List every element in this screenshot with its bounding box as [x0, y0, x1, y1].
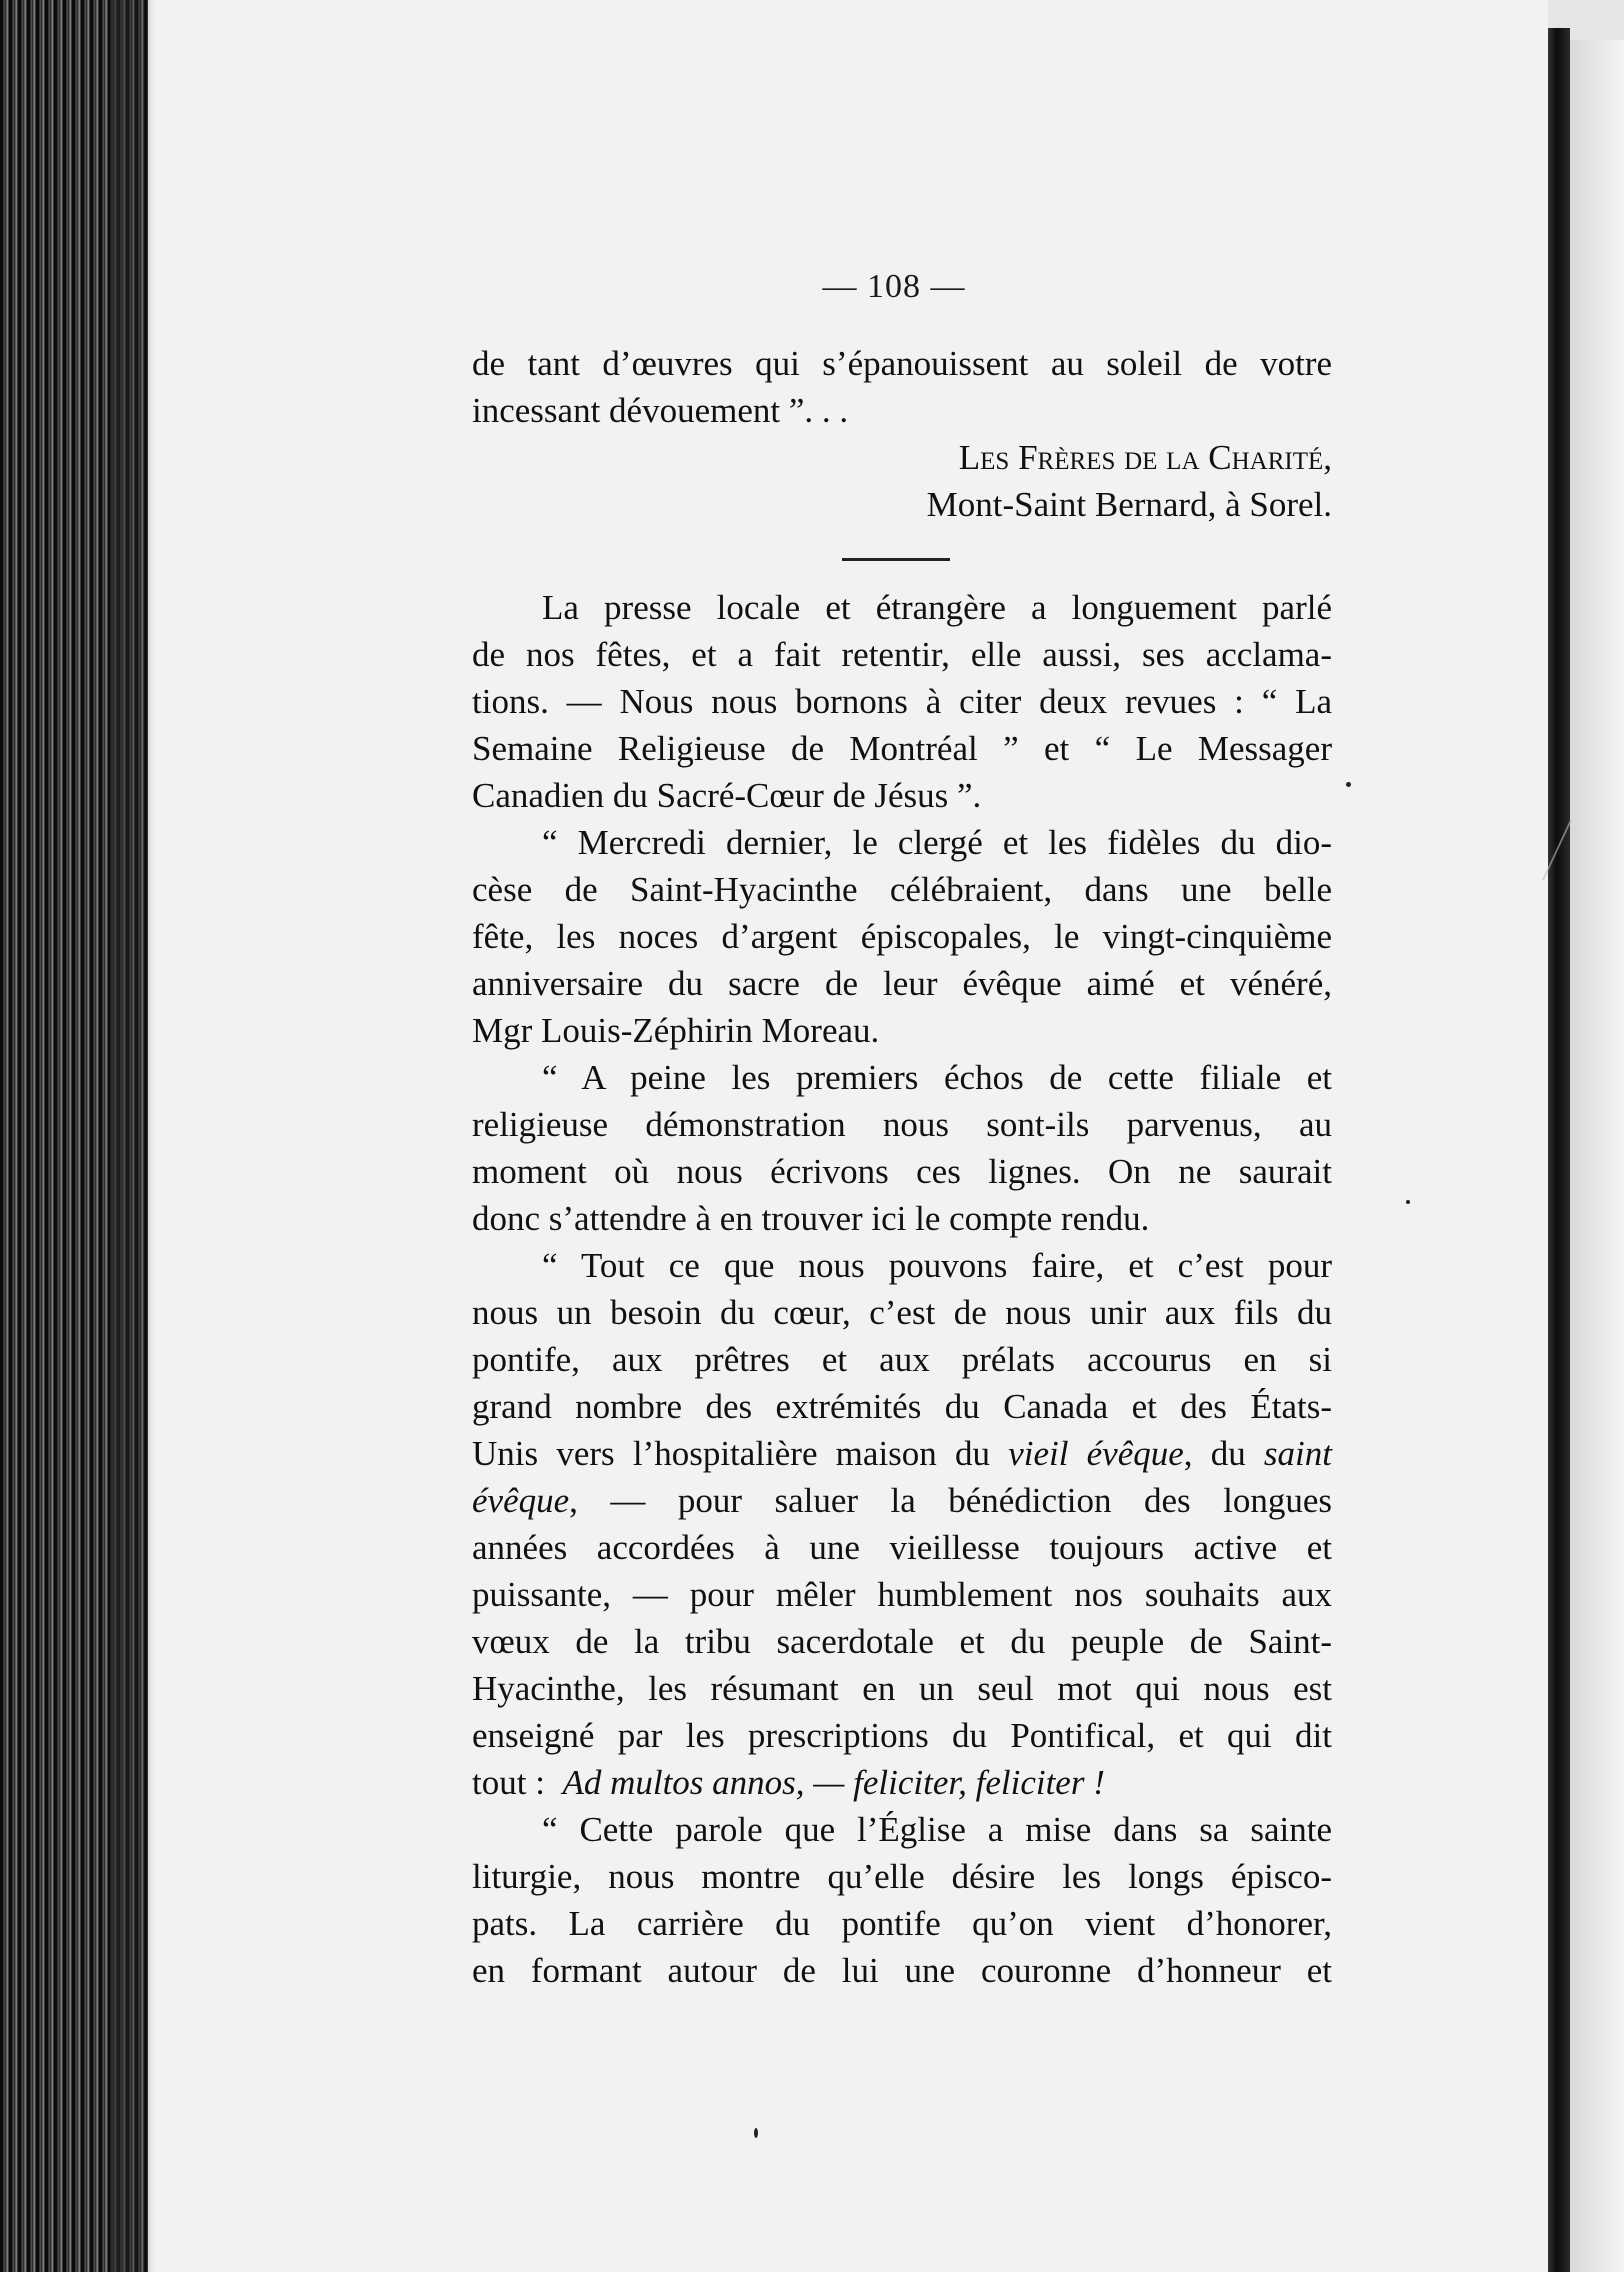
text-line: grand nombre des extrémités du Canada et des États- — [472, 1387, 1332, 1426]
signature-line — [472, 434, 1332, 481]
text-line: “ Tout ce que nous pouvons faire, et c’est pour — [542, 1246, 1332, 1285]
text-line-mixed — [472, 1430, 1332, 1477]
text-line: en formant autour de lui une couronne d’honneur et — [472, 1951, 1332, 1990]
ink-speck — [1346, 782, 1351, 787]
text-line: puissante, — pour mêler humblement nos souhaits aux — [472, 1575, 1332, 1614]
text-line-mixed — [472, 1477, 1332, 1524]
text-line: années accordées à une vieillesse toujours active et — [472, 1528, 1332, 1567]
text-line: donc s’attendre à en trouver ici le compte rendu. — [472, 1199, 1150, 1238]
page-body — [472, 340, 1332, 1994]
section-divider — [842, 558, 950, 561]
text-segment: , du — [1183, 1434, 1246, 1473]
signature-name: Les Frères de la Charité, — [958, 438, 1332, 477]
page-number: — 108 — — [822, 268, 966, 305]
text-line: liturgie, nous montre qu’elle désire les longs épisco- — [472, 1857, 1332, 1896]
text-line: cèse de Saint-Hyacinthe célébraient, dans une belle — [472, 870, 1332, 909]
text-segment: Unis vers l’hospitalière maison du — [472, 1434, 990, 1473]
text-line: Semaine Religieuse de Montréal ” et “ Le Messager — [472, 729, 1332, 768]
text-line: pats. La carrière du pontife qu’on vient d’honorer, — [472, 1904, 1332, 1943]
text-line: La presse locale et étrangère a longuement parlé — [542, 588, 1332, 627]
text-line: Hyacinthe, les résumant en un seul mot qui nous est — [472, 1669, 1332, 1708]
text-line: de tant d’œuvres qui s’épanouissent au soleil de votre — [472, 344, 1332, 383]
text-line: incessant dévouement ”. . . — [472, 391, 849, 430]
text-line: “ A peine les premiers échos de cette filiale et — [542, 1058, 1332, 1097]
book-edge-right — [1548, 28, 1570, 2272]
spacer — [472, 528, 1332, 584]
text-line: Mgr Louis-Zéphirin Moreau. — [472, 1011, 880, 1050]
italic-phrase: saint — [1263, 1434, 1332, 1473]
italic-phrase: vieil évêque — [1008, 1434, 1184, 1473]
text-line-mixed — [472, 1759, 1332, 1806]
text-line: religieuse démonstration nous sont-ils parvenus, au — [472, 1105, 1332, 1144]
text-line: “ Cette parole que l’Église a mise dans sa sainte — [542, 1810, 1332, 1849]
text-line: moment où nous écrivons ces lignes. On ne saurait — [472, 1152, 1332, 1191]
text-line: “ Mercredi dernier, le clergé et les fidèles du dio- — [542, 823, 1332, 862]
text-line: anniversaire du sacre de leur évêque aimé et vénéré, — [472, 964, 1332, 1003]
ink-speck — [1406, 1200, 1410, 1204]
signature-place: Mont-Saint Bernard, à Sorel. — [926, 485, 1332, 524]
next-page-edge — [1570, 0, 1624, 2272]
text-segment: tout : — [472, 1763, 545, 1802]
latin-phrase: Ad multos annos, — feliciter, feliciter ! — [562, 1763, 1105, 1802]
text-line: Canadien du Sacré-Cœur de Jésus ”. — [472, 776, 982, 815]
italic-phrase: évêque — [472, 1481, 570, 1520]
text-line: vœux de la tribu sacerdotale et du peuple de Saint- — [472, 1622, 1332, 1661]
text-line: de nos fêtes, et a fait retentir, elle aussi, ses acclama- — [472, 635, 1332, 674]
ink-speck — [754, 2128, 758, 2138]
page-gutter-shadow — [110, 0, 155, 2272]
text-line: fête, les noces d’argent épiscopales, le vingt-cinquième — [472, 917, 1332, 956]
text-line: tions. — Nous nous bornons à citer deux revues : “ La — [472, 682, 1332, 721]
text-line: pontife, aux prêtres et aux prélats accourus en si — [472, 1340, 1332, 1379]
text-line: nous un besoin du cœur, c’est de nous unir aux fils du — [472, 1293, 1332, 1332]
text-segment: , — pour saluer la bénédiction des longues — [569, 1481, 1332, 1520]
text-line: enseigné par les prescriptions du Pontifical, et qui dit — [472, 1716, 1332, 1755]
